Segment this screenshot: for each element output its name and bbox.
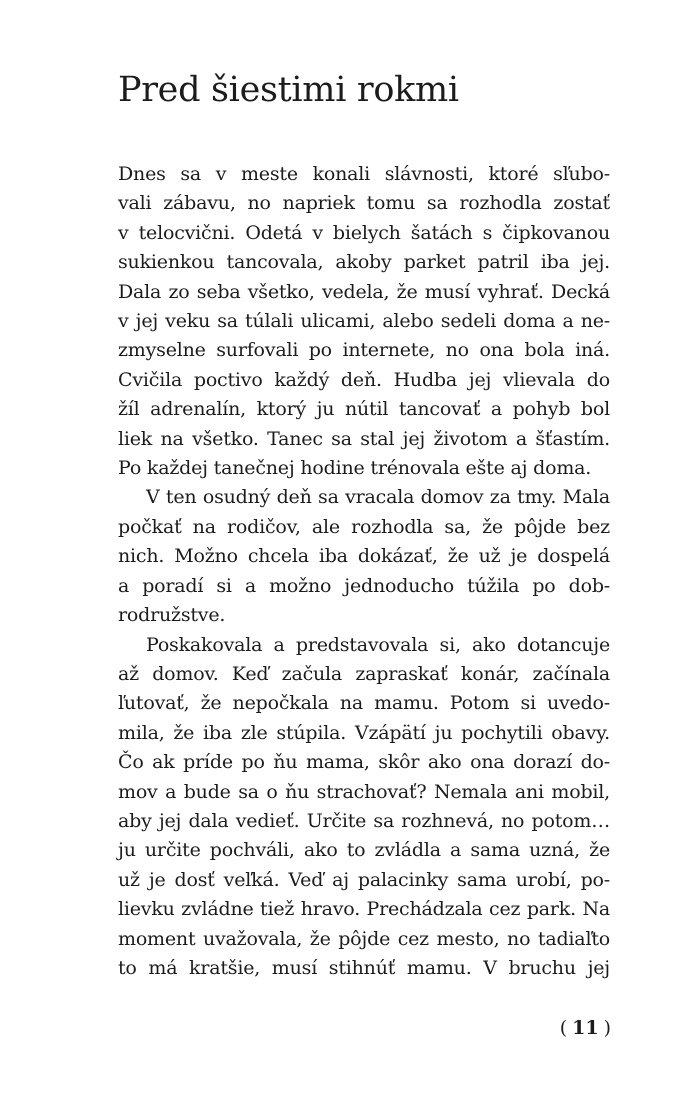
- text-line: zmyselne surfovali po internete, no ona bola iná.: [118, 339, 610, 362]
- text-line: už je dosť veľká. Veď aj palacinky sama urobí, po-: [118, 868, 610, 891]
- text-line: Dala zo seba všetko, vedela, že musí vyhrať. Decká: [118, 280, 610, 303]
- text-line: žíl adrenalín, ktorý ju nútil tancovať a pohyb bol: [118, 398, 610, 421]
- text-line: lievku zvládne tiež hravo. Prechádzala cez park. Na: [118, 898, 610, 921]
- text-line: Čo ak príde po ňu mama, skôr ako ona dorazí do-: [118, 751, 610, 774]
- text-line: V ten osudný deň sa vracala domov za tmy. Mala: [146, 486, 610, 509]
- page-number: [549, 1014, 611, 1042]
- text-line: nich. Možno chcela iba dokázať, že už je dospelá: [118, 545, 610, 568]
- text-line: Poskakovala a predstavovala si, ako dotancuje: [146, 633, 610, 656]
- text-line: a poradí si a možno jednoducho túžila po dob-: [118, 574, 610, 597]
- text-line: ju určite pochváli, ako to zvládla a sama uzná, že: [118, 839, 610, 862]
- text-line: moment uvažovala, že pôjde cez mesto, no tadiaľto: [118, 927, 610, 950]
- text-line: Dnes sa v meste konali slávnosti, ktoré sľubo-: [118, 163, 610, 185]
- page-number-value: 11: [572, 1017, 599, 1039]
- text-line: vali zábavu, no napriek tomu sa rozhodla zostať: [118, 192, 610, 215]
- text-line: aby jej dala vedieť. Určite sa rozhnevá, no potom…: [118, 809, 610, 832]
- text-line: liek na všetko. Tanec sa stal jej životom a šťastím.: [118, 427, 610, 450]
- body-text: [118, 160, 610, 983]
- text-line: v telocvični. Odetá v bielych šatách s čipkovanou: [118, 221, 610, 244]
- text-line: mov a bude sa o ňu strachovať? Nemala ani mobil,: [118, 780, 610, 803]
- text-line: ľutovať, že nepočkala na mamu. Potom si uvedo-: [118, 692, 610, 715]
- text-line: v jej veku sa túlali ulicami, alebo sedeli doma a ne-: [118, 310, 610, 333]
- text-line: až domov. Keď začula zapraskať konár, začínala: [118, 662, 610, 685]
- text-line: sukienkou tancovala, akoby parket patril iba jej.: [118, 251, 610, 274]
- text-line: Cvičila poctivo každý deň. Hudba jej vlievala do: [118, 368, 610, 391]
- text-line: počkať na rodičov, ale rozhodla sa, že pôjde bez: [118, 515, 610, 538]
- chapter-title: Pred šiestimi rokmi: [118, 70, 459, 110]
- page-number-close-paren: ): [603, 1017, 611, 1039]
- text-line: mila, že iba zle stúpila. Vzápätí ju pochytili obavy.: [118, 721, 610, 744]
- text-line: rodružstve.: [118, 604, 226, 627]
- text-line: to má kratšie, musí stihnúť mamu. V bruchu jej: [118, 956, 610, 979]
- page-number-open-paren: (: [559, 1017, 568, 1039]
- text-line: Po každej tanečnej hodine trénovala ešte aj doma.: [118, 457, 592, 480]
